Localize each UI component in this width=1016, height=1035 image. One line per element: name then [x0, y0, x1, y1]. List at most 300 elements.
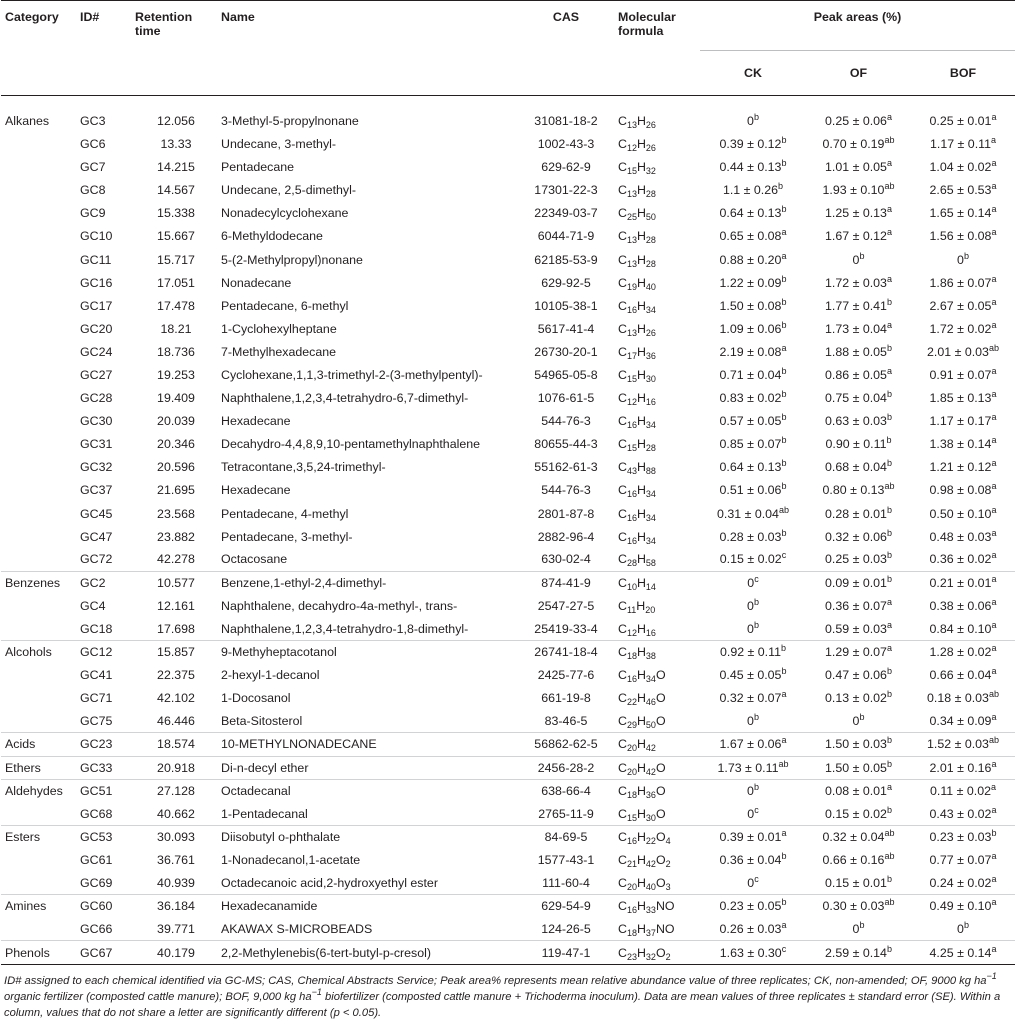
formula-sub: 34 [645, 420, 656, 431]
formula-text: H [636, 852, 646, 867]
molecular-formula-cell [615, 179, 700, 202]
cas-cell: 629-54-9 [517, 895, 615, 918]
ck-value-text: 0.15 ± 0.02 [719, 552, 782, 567]
molecular-formula-cell [615, 941, 700, 965]
retention-time-cell: 39.771 [157, 921, 195, 936]
of-value-text: 0.25 ± 0.06 [825, 114, 887, 129]
bof-peak-area-cell [911, 941, 1015, 965]
ck-value-text: 0.64 ± 0.13 [719, 206, 782, 221]
molecular-formula-cell [615, 479, 700, 502]
ck-value-sup: b [781, 481, 787, 492]
category-cell [1, 340, 78, 363]
retention-time-cell: 23.882 [157, 529, 195, 544]
of-value-sup: a [886, 596, 892, 607]
compounds-table [1, 0, 1015, 965]
ck-value-sup: b [781, 365, 787, 376]
table-row [1, 294, 1015, 317]
formula-text: H [636, 344, 646, 359]
table-row [1, 479, 1015, 502]
of-value-text: 0.15 ± 0.01 [825, 875, 887, 890]
compound-name-cell: Nonadecylcyclohexane [221, 206, 349, 221]
molecular-formula-cell [615, 779, 700, 802]
category-cell: Phenols [1, 941, 78, 965]
formula-sub: 2 [665, 951, 671, 962]
formula-text: H [636, 899, 646, 914]
ck-peak-area-cell [700, 502, 806, 525]
molecular-formula-cell [615, 918, 700, 941]
compound-name-cell: Octadecanoic acid,2-hydroxyethyl ester [221, 875, 438, 890]
compound-name-cell: Naphthalene,1,2,3,4-tetrahydro-6,7-dimethyl- [221, 391, 469, 406]
of-value-sup: b [886, 458, 892, 469]
of-value-sup: a [886, 112, 892, 123]
ck-peak-area-cell [700, 387, 806, 410]
bof-peak-area-cell [911, 96, 1015, 133]
formula-text: C [618, 552, 627, 567]
cas-cell: 661-19-8 [541, 691, 591, 706]
ck-value-text: 1.22 ± 0.09 [719, 275, 782, 290]
bof-peak-area-cell [911, 687, 1015, 710]
bof-peak-area-cell [911, 594, 1015, 617]
formula-text: C [618, 298, 627, 313]
ck-peak-area-cell [700, 941, 806, 965]
formula-sub: 13 [626, 235, 637, 246]
of-value-sup: a [886, 365, 892, 376]
formula-text: H [636, 460, 646, 475]
category-cell [1, 872, 78, 895]
table-row [1, 825, 1015, 848]
formula-sub: 33 [645, 905, 656, 916]
retention-time-cell: 19.253 [157, 367, 195, 382]
ck-value-text: 0.64 ± 0.13 [719, 460, 782, 475]
of-value-text: 1.72 ± 0.03 [825, 275, 887, 290]
bof-value-sup: a [991, 435, 997, 446]
retention-time-cell: 18.21 [160, 321, 192, 336]
bof-peak-area-cell [911, 202, 1015, 225]
category-cell [1, 525, 78, 548]
ck-value-text: 0.28 ± 0.03 [719, 529, 782, 544]
formula-text: H [636, 645, 646, 660]
category-cell: Aldehydes [1, 779, 78, 802]
formula-text: H [636, 875, 646, 890]
bof-value-text: 0.18 ± 0.03 [927, 691, 989, 706]
bof-peak-area-cell [911, 571, 1015, 594]
formula-sub: 16 [626, 420, 637, 431]
compound-name-cell: 2-hexyl-1-decanol [221, 668, 320, 683]
formula-text: H [636, 598, 646, 613]
of-value-sup: b [886, 527, 892, 538]
molecular-formula-cell [615, 340, 700, 363]
ck-peak-area-cell [700, 479, 806, 502]
compound-name-cell: Octadecanal [219, 779, 517, 802]
molecular-formula-cell [615, 525, 700, 548]
of-value-text: 0.63 ± 0.03 [825, 414, 887, 429]
formula-sub: 28 [645, 443, 656, 454]
id-cell: GC2 [78, 571, 133, 594]
bof-value-text: 0 [957, 252, 964, 267]
table-row [1, 156, 1015, 179]
bof-value-sup: a [991, 781, 997, 792]
cas-cell: 2425-77-6 [537, 668, 595, 683]
formula-sub: 37 [645, 927, 656, 938]
of-value-text: 0.32 ± 0.04 [822, 830, 885, 845]
bof-value-sup: ab [988, 342, 999, 353]
ck-value-sup: b [753, 712, 759, 723]
molecular-formula-cell [615, 733, 700, 756]
formula-text: C [618, 668, 627, 683]
ck-value-sup: b [780, 643, 786, 654]
cas-cell: 2456-28-2 [517, 756, 615, 779]
formula-sub: 20 [626, 881, 637, 892]
formula-text: H [636, 576, 646, 591]
id-cell: GC12 [78, 641, 133, 664]
id-cell: GC10 [80, 229, 113, 244]
formula-text: C [618, 183, 627, 198]
compound-name-cell: Hexadecane [221, 483, 291, 498]
table-row [1, 872, 1015, 895]
formula-sub: 42 [645, 858, 656, 869]
bof-value-text: 2.01 ± 0.03 [927, 344, 989, 359]
of-peak-area-cell [806, 271, 911, 294]
formula-sub: 16 [645, 397, 656, 408]
ck-value-sup: ab [778, 504, 789, 515]
formula-sub: 14 [645, 582, 656, 593]
footnote-sup: −1 [311, 987, 322, 998]
molecular-formula-cell [615, 548, 700, 571]
retention-time-cell: 46.446 [157, 714, 195, 729]
cas-cell: 54965-05-8 [534, 367, 598, 382]
formula-text: H [636, 206, 646, 221]
bof-value-text: 1.17 ± 0.11 [930, 137, 991, 152]
bof-value-text: 0.66 ± 0.04 [929, 668, 992, 683]
bof-value-text: 1.56 ± 0.08 [929, 229, 992, 244]
formula-text: H [636, 921, 646, 936]
ck-value-text: 0.71 ± 0.04 [719, 367, 782, 382]
bof-value-sup: a [991, 574, 997, 585]
ck-peak-area-cell [700, 202, 806, 225]
formula-text: C [618, 806, 627, 821]
of-peak-area-cell [806, 179, 911, 202]
bof-value-text: 1.38 ± 0.14 [929, 437, 992, 452]
of-value-sup: a [886, 781, 892, 792]
bof-value-sup: a [991, 227, 997, 238]
retention-time-cell: 20.346 [157, 437, 195, 452]
bof-value-sup: a [991, 804, 997, 815]
bof-value-sup: ab [988, 735, 999, 746]
id-cell: GC27 [80, 367, 113, 382]
ck-value-text: 0 [747, 783, 754, 798]
formula-sub: 26 [645, 143, 656, 154]
table-row [1, 179, 1015, 202]
formula-text: C [618, 114, 627, 129]
formula-text: C [618, 875, 627, 890]
category-cell [1, 687, 78, 710]
bof-value-sup: a [991, 527, 997, 538]
ck-value-sup: a [781, 689, 787, 700]
formula-text: C [618, 529, 627, 544]
bof-value-text: 1.65 ± 0.14 [929, 206, 992, 221]
retention-time-cell: 12.161 [157, 598, 195, 613]
formula-sub: 16 [626, 512, 637, 523]
compound-name-cell: 1-Cyclohexylheptane [221, 321, 337, 336]
of-value-text: 0 [852, 714, 860, 729]
table-row [1, 756, 1015, 779]
of-peak-area-cell [806, 825, 911, 848]
cas-cell: 544-76-3 [541, 483, 591, 498]
of-value-text: 0.30 ± 0.03 [822, 899, 885, 914]
bof-peak-area-cell [911, 433, 1015, 456]
bof-peak-area-cell [911, 340, 1015, 363]
formula-text: H [636, 760, 646, 775]
ck-peak-area-cell [700, 594, 806, 617]
ck-value-text: 1.63 ± 0.30 [719, 945, 782, 960]
formula-text: H [636, 483, 646, 498]
of-value-text: 1.77 ± 0.41 [825, 298, 887, 313]
of-peak-area-cell [806, 248, 911, 271]
of-value-sup: b [886, 296, 892, 307]
formula-sub: 25 [626, 212, 637, 223]
cas-cell: 1076-61-5 [537, 391, 595, 406]
bof-peak-area-cell [911, 664, 1015, 687]
table-row [1, 502, 1015, 525]
formula-text: O [655, 830, 666, 845]
bof-peak-area-cell [911, 133, 1015, 156]
formula-text: C [618, 206, 627, 221]
formula-sub: 11 [626, 604, 637, 615]
formula-text: O [655, 783, 666, 798]
header-bof: BOF [911, 51, 1015, 96]
molecular-formula-cell [615, 294, 700, 317]
table-row [1, 96, 1015, 133]
formula-sub: 16 [626, 905, 637, 916]
of-peak-area-cell [806, 294, 911, 317]
molecular-formula-cell [615, 594, 700, 617]
formula-sub: 18 [626, 651, 637, 662]
of-peak-area-cell [806, 410, 911, 433]
bof-peak-area-cell [911, 479, 1015, 502]
formula-text: H [636, 183, 646, 198]
molecular-formula-cell [615, 225, 700, 248]
bof-value-sup: a [991, 550, 997, 561]
id-cell: GC28 [80, 391, 113, 406]
ck-peak-area-cell [700, 664, 806, 687]
formula-text: H [636, 529, 646, 544]
compound-name-cell: Octacosane [221, 552, 288, 567]
formula-sub: 42 [645, 766, 656, 777]
ck-value-sup: c [754, 804, 759, 815]
table-row [1, 802, 1015, 825]
compound-name-cell: Cyclohexane,1,1,3-trimethyl-2-(3-methylpentyl)- [221, 367, 483, 382]
compound-name-cell: Naphthalene, decahydro-4a-methyl-, trans- [221, 598, 458, 613]
of-value-sup: ab [884, 850, 895, 861]
cas-cell: 83-46-5 [544, 714, 588, 729]
ck-peak-area-cell [700, 410, 806, 433]
formula-text: H [636, 137, 646, 152]
formula-text: C [618, 852, 627, 867]
compound-name-cell: Naphthalene,1,2,3,4-tetrahydro-1,8-dimethyl- [221, 621, 469, 636]
formula-sub: 26 [645, 120, 656, 131]
ck-value-text: 0.45 ± 0.05 [719, 668, 782, 683]
bof-value-text: 1.28 ± 0.02 [929, 645, 992, 660]
table-row [1, 687, 1015, 710]
ck-value-text: 0.57 ± 0.05 [719, 414, 782, 429]
ck-value-sup: b [781, 458, 787, 469]
bof-value-text: 0.84 ± 0.10 [929, 621, 992, 636]
molecular-formula-cell [615, 571, 700, 594]
compound-name-cell: Decahydro-4,4,8,9,10-pentamethylnaphthalene [221, 437, 481, 452]
bof-value-text: 1.85 ± 0.13 [929, 391, 992, 406]
bof-value-sup: b [963, 919, 969, 930]
retention-time-cell: 23.568 [157, 506, 195, 521]
of-value-text: 1.25 ± 0.13 [825, 206, 887, 221]
of-value-sup: ab [884, 181, 895, 192]
formula-text: C [618, 229, 627, 244]
category-cell: Amines [1, 895, 78, 918]
bof-peak-area-cell [911, 410, 1015, 433]
of-peak-area-cell [806, 802, 911, 825]
formula-sub: 16 [626, 836, 637, 847]
ck-peak-area-cell [700, 294, 806, 317]
of-value-sup: b [886, 550, 892, 561]
compound-name-cell: 5-(2-Methylpropyl)nonane [221, 252, 363, 267]
ck-value-sup: c [754, 574, 759, 585]
retention-time-cell: 18.736 [157, 344, 195, 359]
retention-time-cell: 27.128 [133, 779, 219, 802]
retention-time-cell: 36.184 [133, 895, 219, 918]
table-row [1, 941, 1015, 965]
of-value-text: 1.73 ± 0.04 [825, 321, 887, 336]
of-value-sup: b [886, 504, 892, 515]
ck-value-text: 0.26 ± 0.03 [719, 921, 782, 936]
formula-sub: 50 [645, 720, 656, 731]
table-row [1, 133, 1015, 156]
formula-text: C [618, 414, 627, 429]
of-peak-area-cell [806, 872, 911, 895]
retention-time-cell: 40.939 [157, 875, 195, 890]
ck-peak-area-cell [700, 895, 806, 918]
formula-text: H [636, 275, 646, 290]
ck-value-text: 0.92 ± 0.11 [719, 645, 781, 660]
formula-text: H [636, 114, 646, 129]
of-peak-area-cell [806, 641, 911, 664]
bof-value-text: 0.98 ± 0.08 [929, 483, 992, 498]
formula-sub: 12 [626, 143, 637, 154]
ck-value-text: 2.19 ± 0.08 [719, 344, 782, 359]
of-peak-area-cell [806, 918, 911, 941]
formula-sub: 30 [645, 373, 656, 384]
molecular-formula-cell [615, 410, 700, 433]
id-cell: GC3 [80, 114, 106, 129]
cas-cell: 874-41-9 [517, 571, 615, 594]
cas-cell: 26741-18-4 [517, 641, 615, 664]
of-value-sup: b [859, 712, 865, 723]
id-cell: GC60 [78, 895, 133, 918]
category-cell [1, 387, 78, 410]
id-cell: GC8 [80, 183, 106, 198]
of-value-text: 0.36 ± 0.07 [825, 598, 887, 613]
formula-sub: 19 [626, 281, 637, 292]
of-peak-area-cell [806, 594, 911, 617]
formula-text: H [636, 691, 646, 706]
formula-text: NO [655, 899, 675, 914]
formula-sub: 20 [626, 766, 637, 777]
of-value-text: 0.59 ± 0.03 [825, 621, 887, 636]
header-molecular-formula [615, 1, 700, 96]
bof-peak-area-cell [911, 525, 1015, 548]
of-value-sup: b [886, 943, 892, 954]
formula-text: C [618, 945, 627, 960]
bof-peak-area-cell [911, 825, 1015, 848]
molecular-formula-cell [615, 271, 700, 294]
ck-value-text: 1.09 ± 0.06 [719, 321, 782, 336]
retention-time-cell: 36.761 [157, 852, 195, 867]
ck-peak-area-cell [700, 571, 806, 594]
ck-value-sup: b [781, 319, 787, 330]
molecular-formula-cell [615, 456, 700, 479]
molecular-formula-cell [615, 133, 700, 156]
formula-sub: 30 [645, 812, 656, 823]
formula-text: C [618, 576, 627, 591]
id-cell: GC72 [80, 552, 113, 567]
category-cell [1, 363, 78, 386]
cas-cell: 2547-27-5 [537, 598, 595, 613]
of-peak-area-cell [806, 664, 911, 687]
formula-sub: 13 [626, 258, 637, 269]
molecular-formula-cell [615, 710, 700, 733]
formula-text: H [636, 552, 646, 567]
formula-sub: 22 [645, 836, 656, 847]
ck-value-text: 1.73 ± 0.11 [717, 760, 779, 775]
of-peak-area-cell [806, 456, 911, 479]
bof-value-text: 0.48 ± 0.03 [929, 529, 992, 544]
ck-peak-area-cell [700, 733, 806, 756]
formula-text: C [618, 691, 627, 706]
bof-value-sup: a [991, 943, 997, 954]
of-value-sup: b [886, 873, 892, 884]
bof-value-text: 0.43 ± 0.02 [929, 806, 992, 821]
of-peak-area-cell [806, 848, 911, 871]
table-row [1, 779, 1015, 802]
formula-sub: 22 [626, 697, 637, 708]
cas-cell: 22349-03-7 [534, 206, 598, 221]
bof-value-sup: a [991, 643, 997, 654]
formula-sub: 18 [626, 927, 637, 938]
ck-value-sup: c [754, 873, 759, 884]
ck-peak-area-cell [700, 456, 806, 479]
bof-value-sup: a [991, 135, 997, 146]
ck-peak-area-cell [700, 756, 806, 779]
id-cell: GC71 [80, 691, 113, 706]
category-cell: Esters [1, 825, 78, 848]
of-value-text: 0.32 ± 0.06 [825, 529, 887, 544]
formula-sub: 13 [626, 120, 637, 131]
formula-text: H [636, 321, 646, 336]
molecular-formula-cell [615, 387, 700, 410]
formula-text: C [618, 321, 627, 336]
formula-text: C [618, 714, 627, 729]
of-value-sup: a [886, 158, 892, 169]
header-ck: CK [700, 51, 806, 96]
formula-text: O [655, 875, 666, 890]
bof-peak-area-cell [911, 548, 1015, 571]
of-value-text: 1.01 ± 0.05 [825, 160, 887, 175]
of-value-text: 0.68 ± 0.04 [825, 460, 887, 475]
table-footnote [4, 973, 1010, 1022]
bof-peak-area-cell [911, 363, 1015, 386]
formula-sub: 18 [626, 789, 637, 800]
table-row [1, 340, 1015, 363]
bof-peak-area-cell [911, 756, 1015, 779]
ck-value-text: 1.67 ± 0.06 [719, 737, 782, 752]
